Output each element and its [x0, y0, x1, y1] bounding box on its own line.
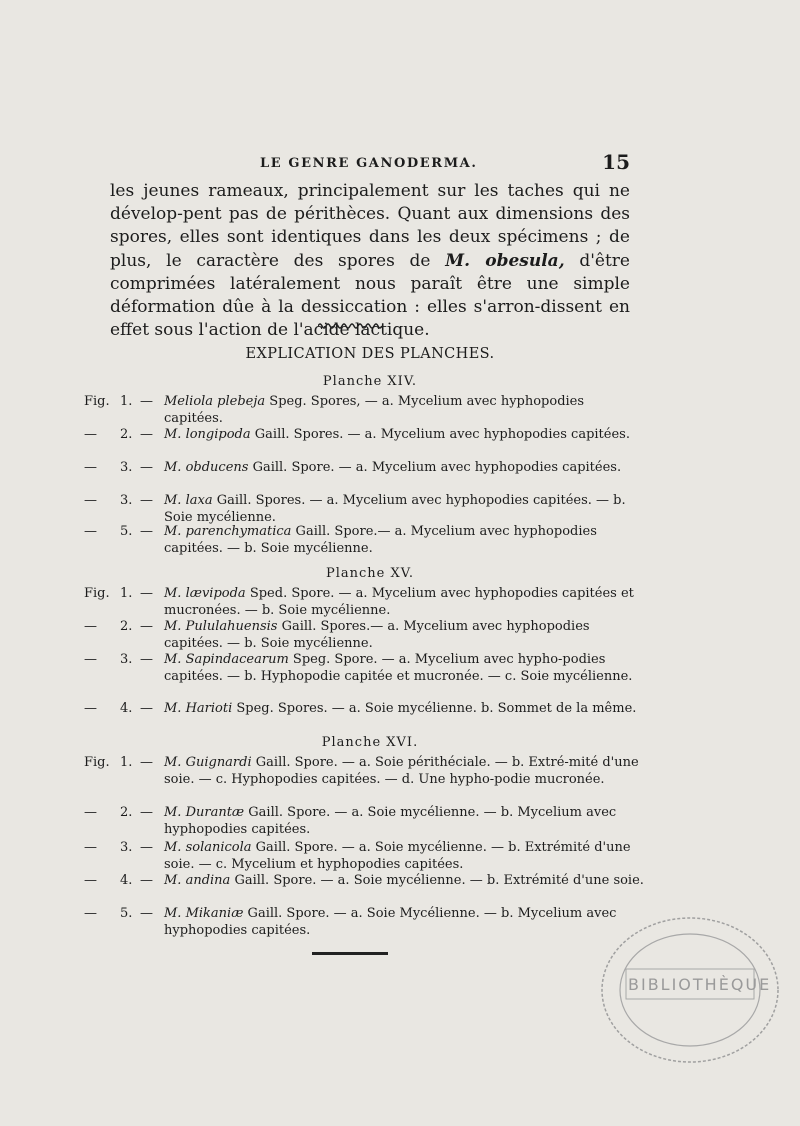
wavy-divider: [318, 322, 384, 330]
explication-title: EXPLICATION DES PLANCHES.: [245, 346, 495, 362]
fig-label: Fig.: [84, 755, 110, 770]
description-text: Sped. Spore. — a. Mycelium avec hyphopodies capitées et mucronées. — b. Soie mycélienne.: [164, 586, 634, 618]
library-stamp-word: BIBLIOTHÈQUE: [628, 975, 772, 994]
description-text: Gaill. Spore. — a. Mycelium avec hyphopodies capitées.: [248, 460, 622, 475]
fig-dash: —: [140, 840, 153, 855]
fig-dash: —: [140, 460, 153, 475]
species-name: M. Pululahuensis: [164, 619, 278, 634]
fig-label: —: [84, 524, 97, 539]
species-name: M. laxa: [164, 493, 213, 508]
description-text: Gaill. Spore. — a. Soie Mycélienne. — b. Mycelium avec hyphopodies capitées.: [164, 906, 617, 938]
fig-number: 2.: [120, 427, 133, 442]
fig-label: —: [84, 427, 97, 442]
species-name: M. parenchymatica: [164, 524, 292, 539]
fig-label: —: [84, 840, 97, 855]
fig-dash: —: [140, 619, 153, 634]
fig-label: —: [84, 619, 97, 634]
description-text: Speg. Spores, — a. Mycelium avec hyphopodies capitées.: [164, 394, 585, 426]
fig-label: —: [84, 873, 97, 888]
fig-label: —: [84, 460, 97, 475]
fig-label: —: [84, 701, 97, 716]
fig-dash: —: [140, 906, 153, 921]
fig-label: —: [84, 493, 97, 508]
bottom-rule: [312, 952, 388, 955]
fig-number: 3.: [120, 460, 133, 475]
intro-species: M. obesula,: [445, 250, 565, 271]
fig-description: [164, 840, 644, 873]
fig-number: 3.: [120, 493, 133, 508]
fig-description: [164, 524, 644, 557]
fig-number: 3.: [120, 840, 133, 855]
fig-label: —: [84, 906, 97, 921]
fig-description: [164, 906, 644, 939]
fig-dash: —: [140, 701, 153, 716]
species-name: M. solanicola: [164, 840, 252, 855]
fig-description: [164, 873, 644, 890]
fig-number: 3.: [120, 652, 133, 667]
fig-dash: —: [140, 805, 153, 820]
intro-text-2: d'être comprimées latéralement nous paraît être une simple déformation dûe à la dessiccation : elles s'arron-dissent en effet sous l'action de l'acide lactique.: [110, 250, 630, 341]
fig-number: 4.: [120, 701, 133, 716]
intro-paragraph: [110, 180, 630, 342]
description-text: Gaill. Spore. — a. Soie périthéciale. — b. Extré-mité d'une soie. — c. Hyphopodies capitées. — d. Une hypho-podie mucronée.: [164, 755, 639, 787]
species-name: Meliola plebeja: [164, 394, 266, 409]
description-text: Gaill. Spore. — a. Soie mycélienne. — b. Mycelium avec hyphopodies capitées.: [164, 805, 617, 837]
fig-description: [164, 755, 644, 788]
fig-description: [164, 701, 644, 718]
intro-text-1: les jeunes rameaux, principalement sur les taches qui ne dévelop-pent pas de périthèces. Quant aux dimensions des spores, elles sont identiques dans les deux spécimens ; de plus, le caractère des spores de: [110, 181, 630, 271]
fig-label: Fig.: [84, 586, 110, 601]
page-number: 15: [602, 150, 630, 174]
species-name: M. Guignardi: [164, 755, 252, 770]
fig-number: 4.: [120, 873, 133, 888]
species-name: M. longipoda: [164, 427, 251, 442]
fig-dash: —: [140, 755, 153, 770]
fig-dash: —: [140, 652, 153, 667]
fig-description: [164, 652, 644, 685]
fig-label: —: [84, 652, 97, 667]
fig-description: [164, 805, 644, 838]
description-text: Gaill. Spores. — a. Mycelium avec hyphopodies capitées. — b. Soie mycélienne.: [164, 493, 626, 525]
description-text: Speg. Spores. — a. Soie mycélienne. b. Sommet de la même.: [232, 701, 637, 716]
fig-dash: —: [140, 493, 153, 508]
fig-dash: —: [140, 873, 153, 888]
fig-number: 1.: [120, 755, 133, 770]
fig-dash: —: [140, 524, 153, 539]
running-title: LE GENRE GANODERMA.: [260, 156, 478, 171]
fig-label: —: [84, 805, 97, 820]
fig-description: [164, 394, 644, 427]
species-name: M. Mikaniæ: [164, 906, 244, 921]
fig-dash: —: [140, 394, 153, 409]
species-name: M. andina: [164, 873, 231, 888]
description-text: Gaill. Spores. — a. Mycelium avec hyphopodies capitées.: [250, 427, 630, 442]
species-name: M. Sapindacearum: [164, 652, 289, 667]
plate-heading: Planche XIV.: [322, 374, 418, 389]
fig-number: 5.: [120, 524, 133, 539]
fig-number: 2.: [120, 805, 133, 820]
fig-label: Fig.: [84, 394, 110, 409]
fig-number: 2.: [120, 619, 133, 634]
fig-description: [164, 460, 644, 477]
plate-heading: Planche XVI.: [321, 735, 419, 750]
species-name: M. lævipoda: [164, 586, 246, 601]
fig-description: [164, 493, 644, 526]
fig-dash: —: [140, 586, 153, 601]
description-text: Speg. Spore. — a. Mycelium avec hypho-podies capitées. — b. Hyphopodie capitée et mucronée. — c. Soie mycélienne.: [164, 652, 633, 684]
description-text: Gaill. Spore.— a. Mycelium avec hyphopodies capitées. — b. Soie mycélienne.: [164, 524, 597, 556]
fig-number: 5.: [120, 906, 133, 921]
fig-description: [164, 427, 644, 444]
species-name: M. obducens: [164, 460, 249, 475]
species-name: M. Durantæ: [164, 805, 245, 820]
description-text: Gaill. Spore. — a. Soie mycélienne. — b. Extrémité d'une soie.: [230, 873, 644, 888]
fig-dash: —: [140, 427, 153, 442]
fig-number: 1.: [120, 586, 133, 601]
fig-description: [164, 619, 644, 652]
description-text: Gaill. Spores.— a. Mycelium avec hyphopodies capitées. — b. Soie mycélienne.: [164, 619, 590, 651]
fig-description: [164, 586, 644, 619]
plate-heading: Planche XV.: [325, 566, 414, 581]
species-name: M. Harioti: [164, 701, 233, 716]
fig-number: 1.: [120, 394, 133, 409]
page-header: [110, 150, 630, 180]
description-text: Gaill. Spore. — a. Soie mycélienne. — b. Extrémité d'une soie. — c. Mycelium et hyphopodies capitées.: [164, 840, 631, 872]
